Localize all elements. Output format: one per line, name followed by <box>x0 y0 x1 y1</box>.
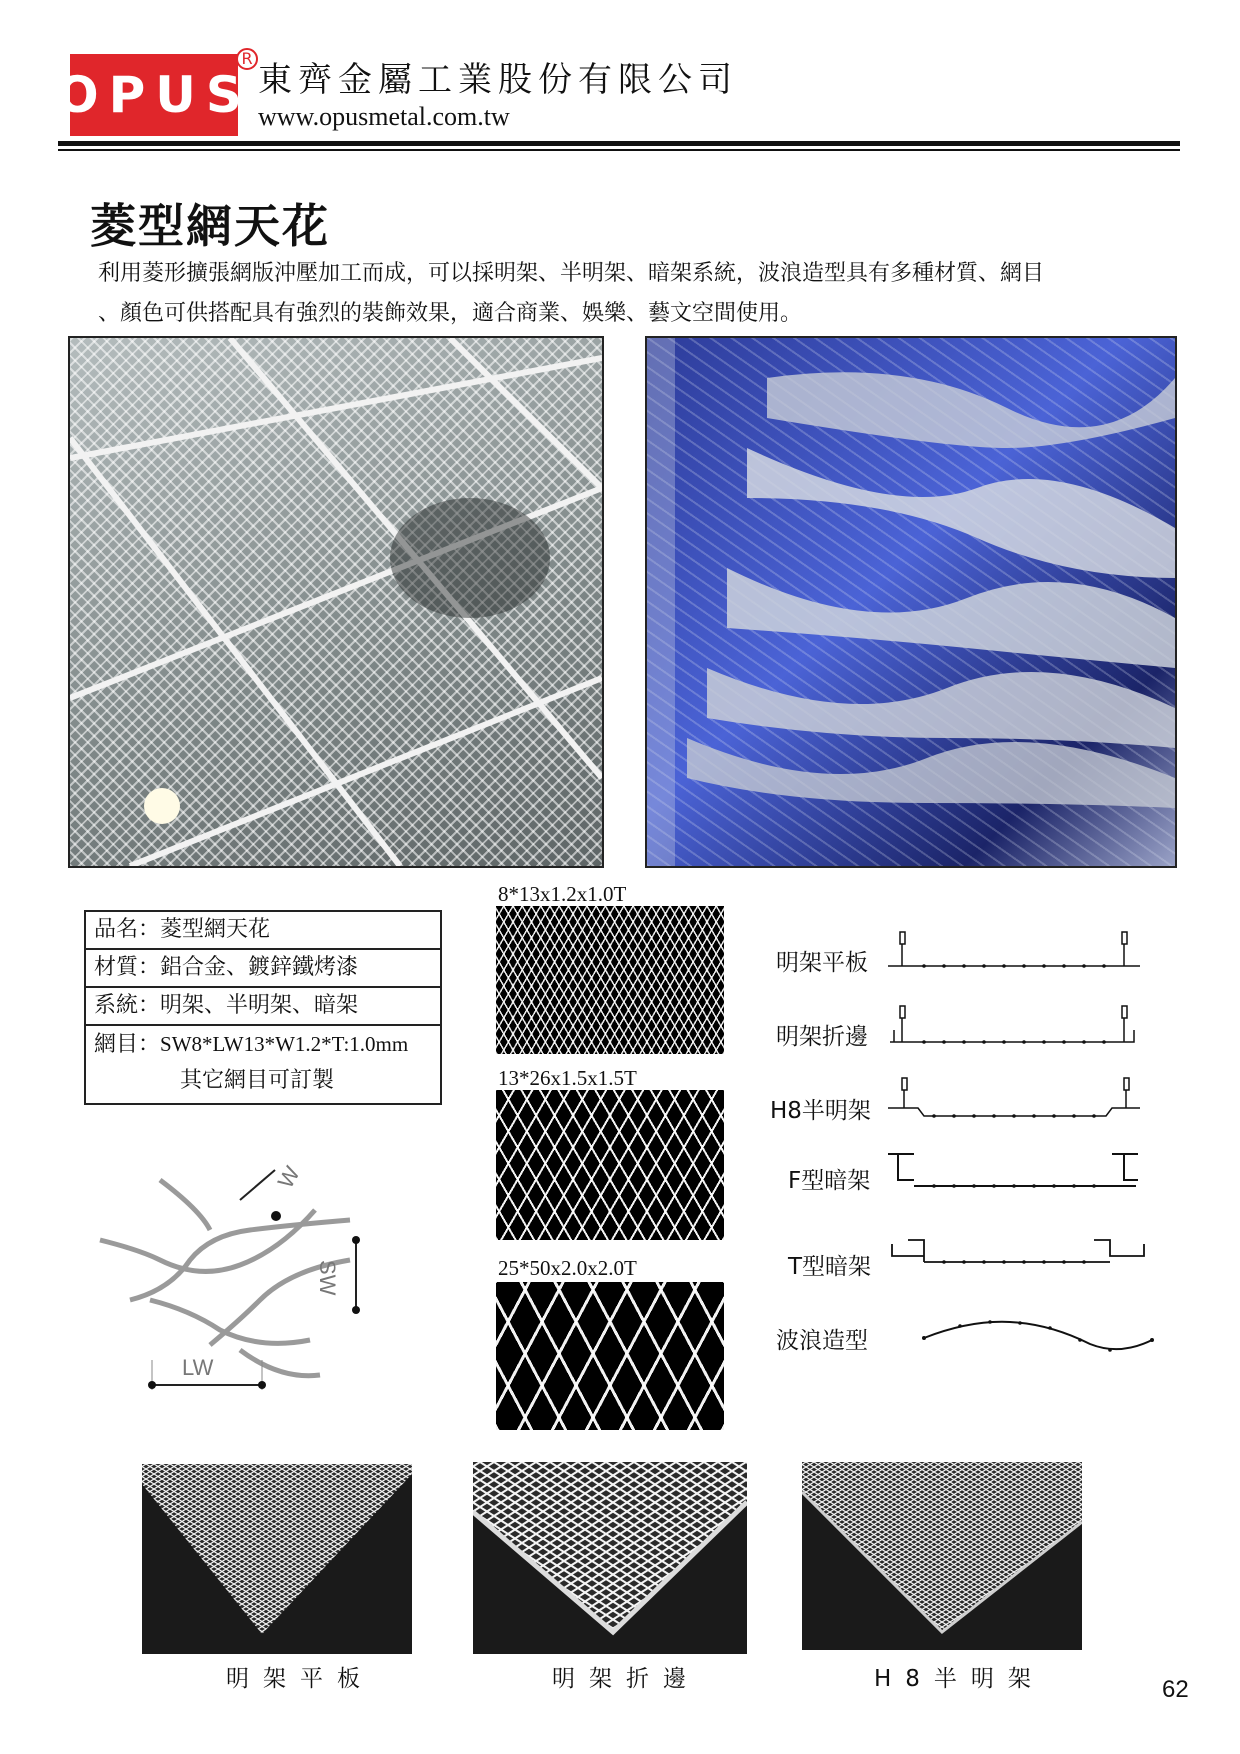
header-rule-thin <box>58 149 1180 151</box>
page-number: 62 <box>1162 1676 1189 1703</box>
mesh-sample-label-3: 25*50x2.0x2.0T <box>498 1256 637 1280</box>
logo-text: OPUS <box>56 66 252 124</box>
system-profile-h8 <box>884 1076 1144 1124</box>
description-line-2: 、顏色可供搭配具有強烈的裝飾效果，適合商業、娛樂、藝文空間使用。 <box>98 301 803 326</box>
diagram-w-label: W <box>272 1162 305 1193</box>
diagram-sw-label: SW <box>315 1260 340 1296</box>
diagram-lw-label: LW <box>182 1355 214 1380</box>
page-title: 菱型網天花 <box>90 199 330 253</box>
caption-h8: H8半明架 <box>874 1666 1045 1692</box>
sample-photo-flat <box>142 1464 412 1654</box>
system-label-6: 波浪造型 <box>776 1328 868 1354</box>
system-profile-f-type <box>884 1150 1144 1194</box>
spec-mesh-value: SW8*LW13*W1.2*T:1.0mm <box>160 1032 409 1056</box>
system-label-3: H8半明架 <box>770 1098 871 1124</box>
registered-mark: R <box>236 48 258 70</box>
system-profile-wave <box>920 1310 1160 1360</box>
wave-ceiling-photo <box>645 336 1177 868</box>
mesh-sample-label-2: 13*26x1.5x1.5T <box>498 1066 637 1090</box>
spec-row-system: 系統：明架、半明架、暗架 <box>86 988 440 1026</box>
spec-table <box>84 910 442 1105</box>
system-label-2: 明架折邊 <box>776 1024 868 1050</box>
spec-row-mesh <box>86 1026 440 1103</box>
system-profile-t-type <box>884 1236 1154 1272</box>
description <box>98 254 1158 334</box>
mesh-sample-label-1: 8*13x1.2x1.0T <box>498 882 627 906</box>
sample-photo-h8 <box>802 1462 1082 1650</box>
system-profile-flat <box>884 930 1144 970</box>
system-label-5: T型暗架 <box>788 1254 872 1280</box>
mesh-sample-swatch-1 <box>496 906 724 1054</box>
company-name: 東齊金屬工業股份有限公司 <box>258 60 738 100</box>
mesh-sample-swatch-2 <box>496 1090 724 1240</box>
header-rule <box>58 141 1180 146</box>
system-label-4: F型暗架 <box>788 1168 871 1194</box>
opus-logo <box>56 54 252 136</box>
description-line-1: 利用菱形擴張網版沖壓加工而成，可以採明架、半明架、暗架系統，波浪造型具有多種材質、網目 <box>98 261 1045 286</box>
spec-custom-note: 其它網目可訂製 <box>180 1068 335 1093</box>
website-url: www.opusmetal.com.tw <box>258 102 510 131</box>
sample-photo-folded <box>473 1462 747 1654</box>
system-profile-folded <box>884 1004 1144 1048</box>
caption-flat: 明架平板 <box>226 1666 374 1692</box>
caption-folded: 明架折邊 <box>552 1666 700 1692</box>
spec-row-material: 材質：鋁合金、鍍鋅鐵烤漆 <box>86 950 440 988</box>
system-label-1: 明架平板 <box>776 950 868 976</box>
spec-mesh-label: 網目： <box>94 1032 161 1057</box>
ceiling-grid-photo <box>68 336 604 868</box>
spec-row-name: 品名：菱型網天花 <box>86 912 440 950</box>
mesh-sample-swatch-3 <box>496 1282 724 1430</box>
mesh-dimension-diagram <box>90 1150 390 1410</box>
